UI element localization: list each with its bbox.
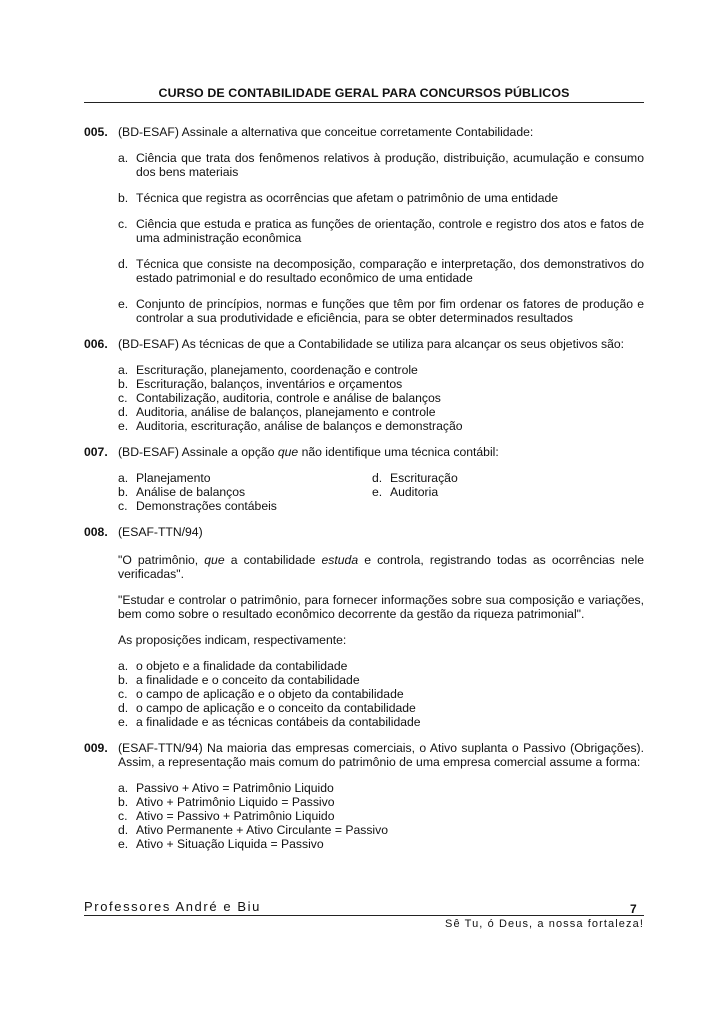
option-b: b. Técnica que registra as ocorrências que afetam o patrimônio de uma entidade: [118, 191, 559, 205]
question-006: [84, 337, 644, 433]
question-stem: (ESAF-TTN/94): [118, 525, 203, 539]
footer-motto: Sê Tu, ó Deus, a nossa fortaleza!: [445, 918, 644, 930]
question-prompt: As proposições indicam, respectivamente:: [118, 633, 347, 647]
option-c: c. Ativo = Passivo + Patrimônio Liquido: [118, 809, 335, 823]
option-c: c. Contabilização, auditoria, controle e análise de balanços: [118, 391, 441, 405]
question-stem: (BD-ESAF) Assinale a alternativa que conceitue corretamente Contabilidade:: [118, 125, 534, 139]
option-b: b. Ativo + Patrimônio Liquido = Passivo: [118, 795, 335, 809]
option-d: d. Auditoria, análise de balanços, planejamento e controle: [118, 405, 436, 419]
option-b: b. Análise de balanços: [118, 485, 246, 499]
option-c: c. Ciência que estuda e pratica as funções de orientação, controle e registro dos atos e fatos de uma administração econômica: [118, 217, 644, 245]
footer-divider: [84, 915, 644, 916]
option-a: a. Ciência que trata dos fenômenos relativos à produção, distribuição, acumulação e consumo dos bens materiais: [118, 151, 644, 179]
question-005: [84, 125, 644, 325]
option-e: e. Auditoria: [372, 485, 439, 499]
statement-2: "Estudar e controlar o patrimônio, para fornecer informações sobre sua composição e variações, bem como sobre o resultado econômico decorrente da gestão da riqueza patrimonial".: [118, 593, 644, 621]
options-two-columns: [118, 471, 644, 513]
question-007: [84, 445, 644, 513]
statement-1: "O patrimônio, que a contabilidade estuda e controla, registrando todas as ocorrências nele verificadas".: [118, 553, 644, 581]
option-d: d. Técnica que consiste na decomposição, comparação e interpretação, dos demonstrativos do estado patrimonial e do resultado econômico de uma entidade: [118, 257, 644, 285]
question-stem: (ESAF-TTN/94) Na maioria das empresas comerciais, o Ativo suplanta o Passivo (Obrigações). Assim, a representação mais comum do patrimônio de uma empresa comercial assume a forma:: [118, 741, 644, 769]
question-number: 006.: [84, 337, 108, 351]
option-c: c. Demonstrações contábeis: [118, 499, 277, 513]
option-b: b. Escrituração, balanços, inventários e orçamentos: [118, 377, 403, 391]
option-d: d. Escrituração: [372, 471, 458, 485]
option-a: a. o objeto e a finalidade da contabilidade: [118, 659, 348, 673]
question-number: 005.: [84, 125, 108, 139]
options-list: [118, 659, 644, 729]
option-e: e. Conjunto de princípios, normas e funções que têm por fim ordenar os fatores de produção e controlar a sua produtividade e eficiência, para se obter determinados resultados: [118, 297, 644, 325]
option-e: e. a finalidade e as técnicas contábeis da contabilidade: [118, 715, 421, 729]
question-number: 007.: [84, 445, 108, 459]
options-column-left: [118, 471, 372, 513]
page-header-title: CURSO DE CONTABILIDADE GERAL PARA CONCURSOS PÚBLICOS: [158, 86, 570, 100]
option-a: a. Passivo + Ativo = Patrimônio Liquido: [118, 781, 334, 795]
question-009: [84, 741, 644, 851]
option-e: e. Ativo + Situação Liquida = Passivo: [118, 837, 324, 851]
question-008: [84, 525, 644, 729]
options-list: [118, 151, 644, 325]
options-column-right: [372, 471, 644, 513]
option-c: c. o campo de aplicação e o objeto da contabilidade: [118, 687, 404, 701]
option-e: e. Auditoria, escrituração, análise de balanços e demonstração: [118, 419, 463, 433]
option-d: d. o campo de aplicação e o conceito da contabilidade: [118, 701, 416, 715]
question-stem: (BD-ESAF) As técnicas de que a Contabilidade se utiliza para alcançar os seus objetivos são:: [118, 337, 625, 351]
option-b: b. a finalidade e o conceito da contabilidade: [118, 673, 360, 687]
option-a: a. Planejamento: [118, 471, 211, 485]
question-stem: (BD-ESAF) Assinale a opção que não identifique uma técnica contábil:: [118, 445, 499, 459]
question-number: 009.: [84, 741, 108, 755]
footer-authors: Professores André e Biu: [84, 899, 261, 914]
options-list: [118, 363, 644, 433]
page-content: [84, 125, 644, 863]
question-number: 008.: [84, 525, 108, 539]
option-a: a. Escrituração, planejamento, coordenação e controle: [118, 363, 418, 377]
header-divider: [84, 102, 644, 103]
options-list: [118, 781, 644, 851]
page-number: 7: [630, 902, 637, 916]
option-d: d. Ativo Permanente + Ativo Circulante = Passivo: [118, 823, 389, 837]
